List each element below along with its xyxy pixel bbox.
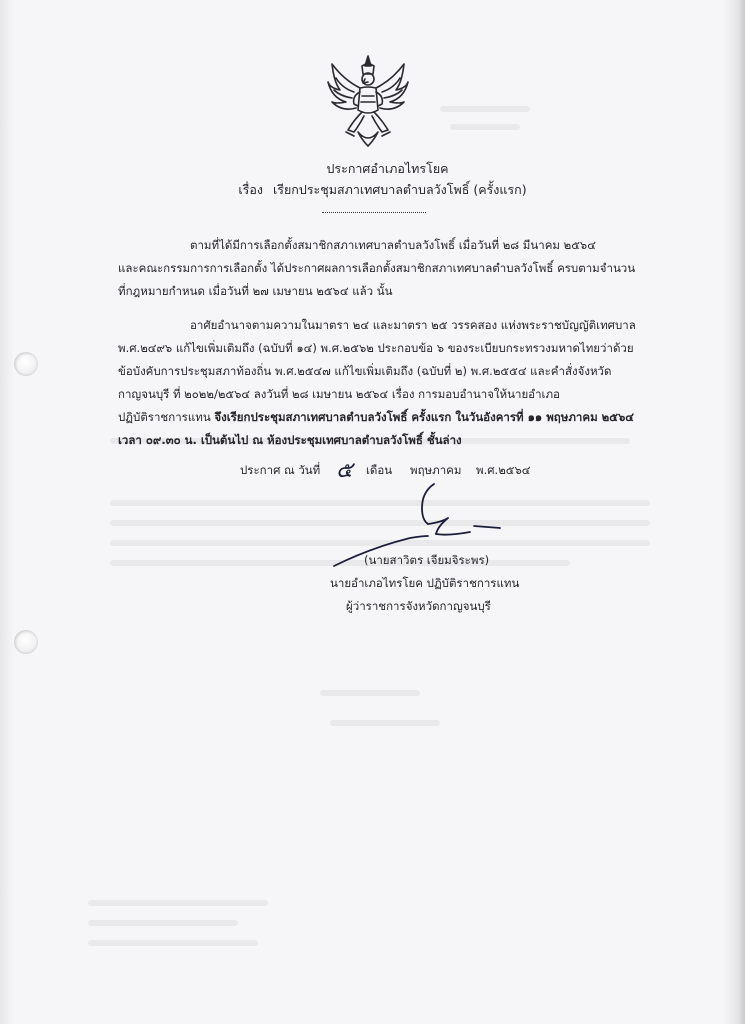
para1-line3: ที่กฎหมายกำหนด เมื่อวันที่ ๒๗ เมษายน ๒๕๖๔ แล้ว นั้น <box>118 284 393 298</box>
show-through-mark <box>440 106 530 112</box>
para2-line4: กาญจนบุรี ที่ ๒๐๒๒/๒๕๖๔ ลงวันที่ ๒๘ เมษายน ๒๕๖๔ เรื่อง การมอบอำนาจให้นายอำเภอ <box>118 387 560 401</box>
show-through-mark <box>88 920 238 926</box>
para2-line1: อาศัยอำนาจตามความในมาตรา ๒๔ และมาตรา ๒๕ วรรคสอง แห่งพระราชบัญญัติเทศบาล <box>190 318 636 332</box>
document-title <box>0 161 745 177</box>
signatory-name: (นายสาวิตร เจียมจิระพร) <box>364 553 490 567</box>
dotted-divider <box>322 212 426 213</box>
subject-label: เรื่อง <box>238 182 263 197</box>
punch-hole-bottom <box>14 630 38 654</box>
garuda-emblem-icon <box>324 52 412 148</box>
page-edge-shadow-right <box>723 0 745 1024</box>
para2-line3: ข้อบังคับการประชุมสภาท้องถิ่น พ.ศ.๒๕๔๗ แก้ไขเพิ่มเติมถึง (ฉบับที่ ๒) พ.ศ.๒๕๕๔ และคำสั่งจังหวัด <box>118 364 612 378</box>
subject-text: เรียกประชุมสภาเทศบาลตำบลวังโพธิ์ (ครั้งแรก) <box>273 182 527 197</box>
para2-line5 <box>118 410 634 425</box>
announce-month-label: เดือน <box>366 463 393 477</box>
para2-line5-normal: ปฏิบัติราชการแทน <box>118 410 211 424</box>
punch-hole-top <box>14 352 38 376</box>
show-through-mark <box>88 900 268 906</box>
signatory-position-2: ผู้ว่าราชการจังหวัดกาญจนบุรี <box>346 599 491 613</box>
announce-day-handwritten: ๕ <box>336 458 353 483</box>
announce-month: พฤษภาคม <box>410 463 462 477</box>
signatory-position-1: นายอำเภอไทรโยค ปฏิบัติราชการแทน <box>330 576 520 590</box>
para2-line6: เวลา ๐๙.๓๐ น. เป็นต้นไป ณ ห้องประชุมเทศบาลตำบลวังโพธิ์ ชั้นล่าง <box>118 433 462 447</box>
announce-label: ประกาศ ณ วันที่ <box>240 463 321 477</box>
announce-date-line <box>240 463 320 478</box>
announce-year: พ.ศ.๒๕๖๔ <box>476 463 531 477</box>
para1-line1: ตามที่ได้มีการเลือกตั้งสมาชิกสภาเทศบาลตำบลวังโพธิ์ เมื่อวันที่ ๒๘ มีนาคม ๒๕๖๔ <box>190 238 596 252</box>
para2-line2: พ.ศ.๒๔๙๖ แก้ไขเพิ่มเติมถึง (ฉบับที่ ๑๔) พ.ศ.๒๕๖๒ ประกอบข้อ ๖ ของระเบียบกระทรวงมหาดไทยว่าด้วย <box>118 341 634 355</box>
show-through-mark <box>330 720 440 726</box>
para2-line5-bold: จึงเรียกประชุมสภาเทศบาลตำบลวังโพธิ์ ครั้งแรก ในวันอังคารที่ ๑๑ พฤษภาคม ๒๕๖๔ <box>214 410 634 424</box>
title-issuer: ประกาศอำเภอไทรโยค <box>326 161 449 176</box>
show-through-mark <box>88 940 258 946</box>
show-through-mark <box>450 124 520 130</box>
show-through-mark <box>320 690 420 696</box>
page-edge-shadow-left <box>0 0 14 1024</box>
document-subject <box>0 182 745 198</box>
para1-line2: และคณะกรรมการการเลือกตั้ง ได้ประกาศผลการเลือกตั้งสมาชิกสภาเทศบาลตำบลวังโพธิ์ ครบตามจำนวน <box>118 261 636 275</box>
